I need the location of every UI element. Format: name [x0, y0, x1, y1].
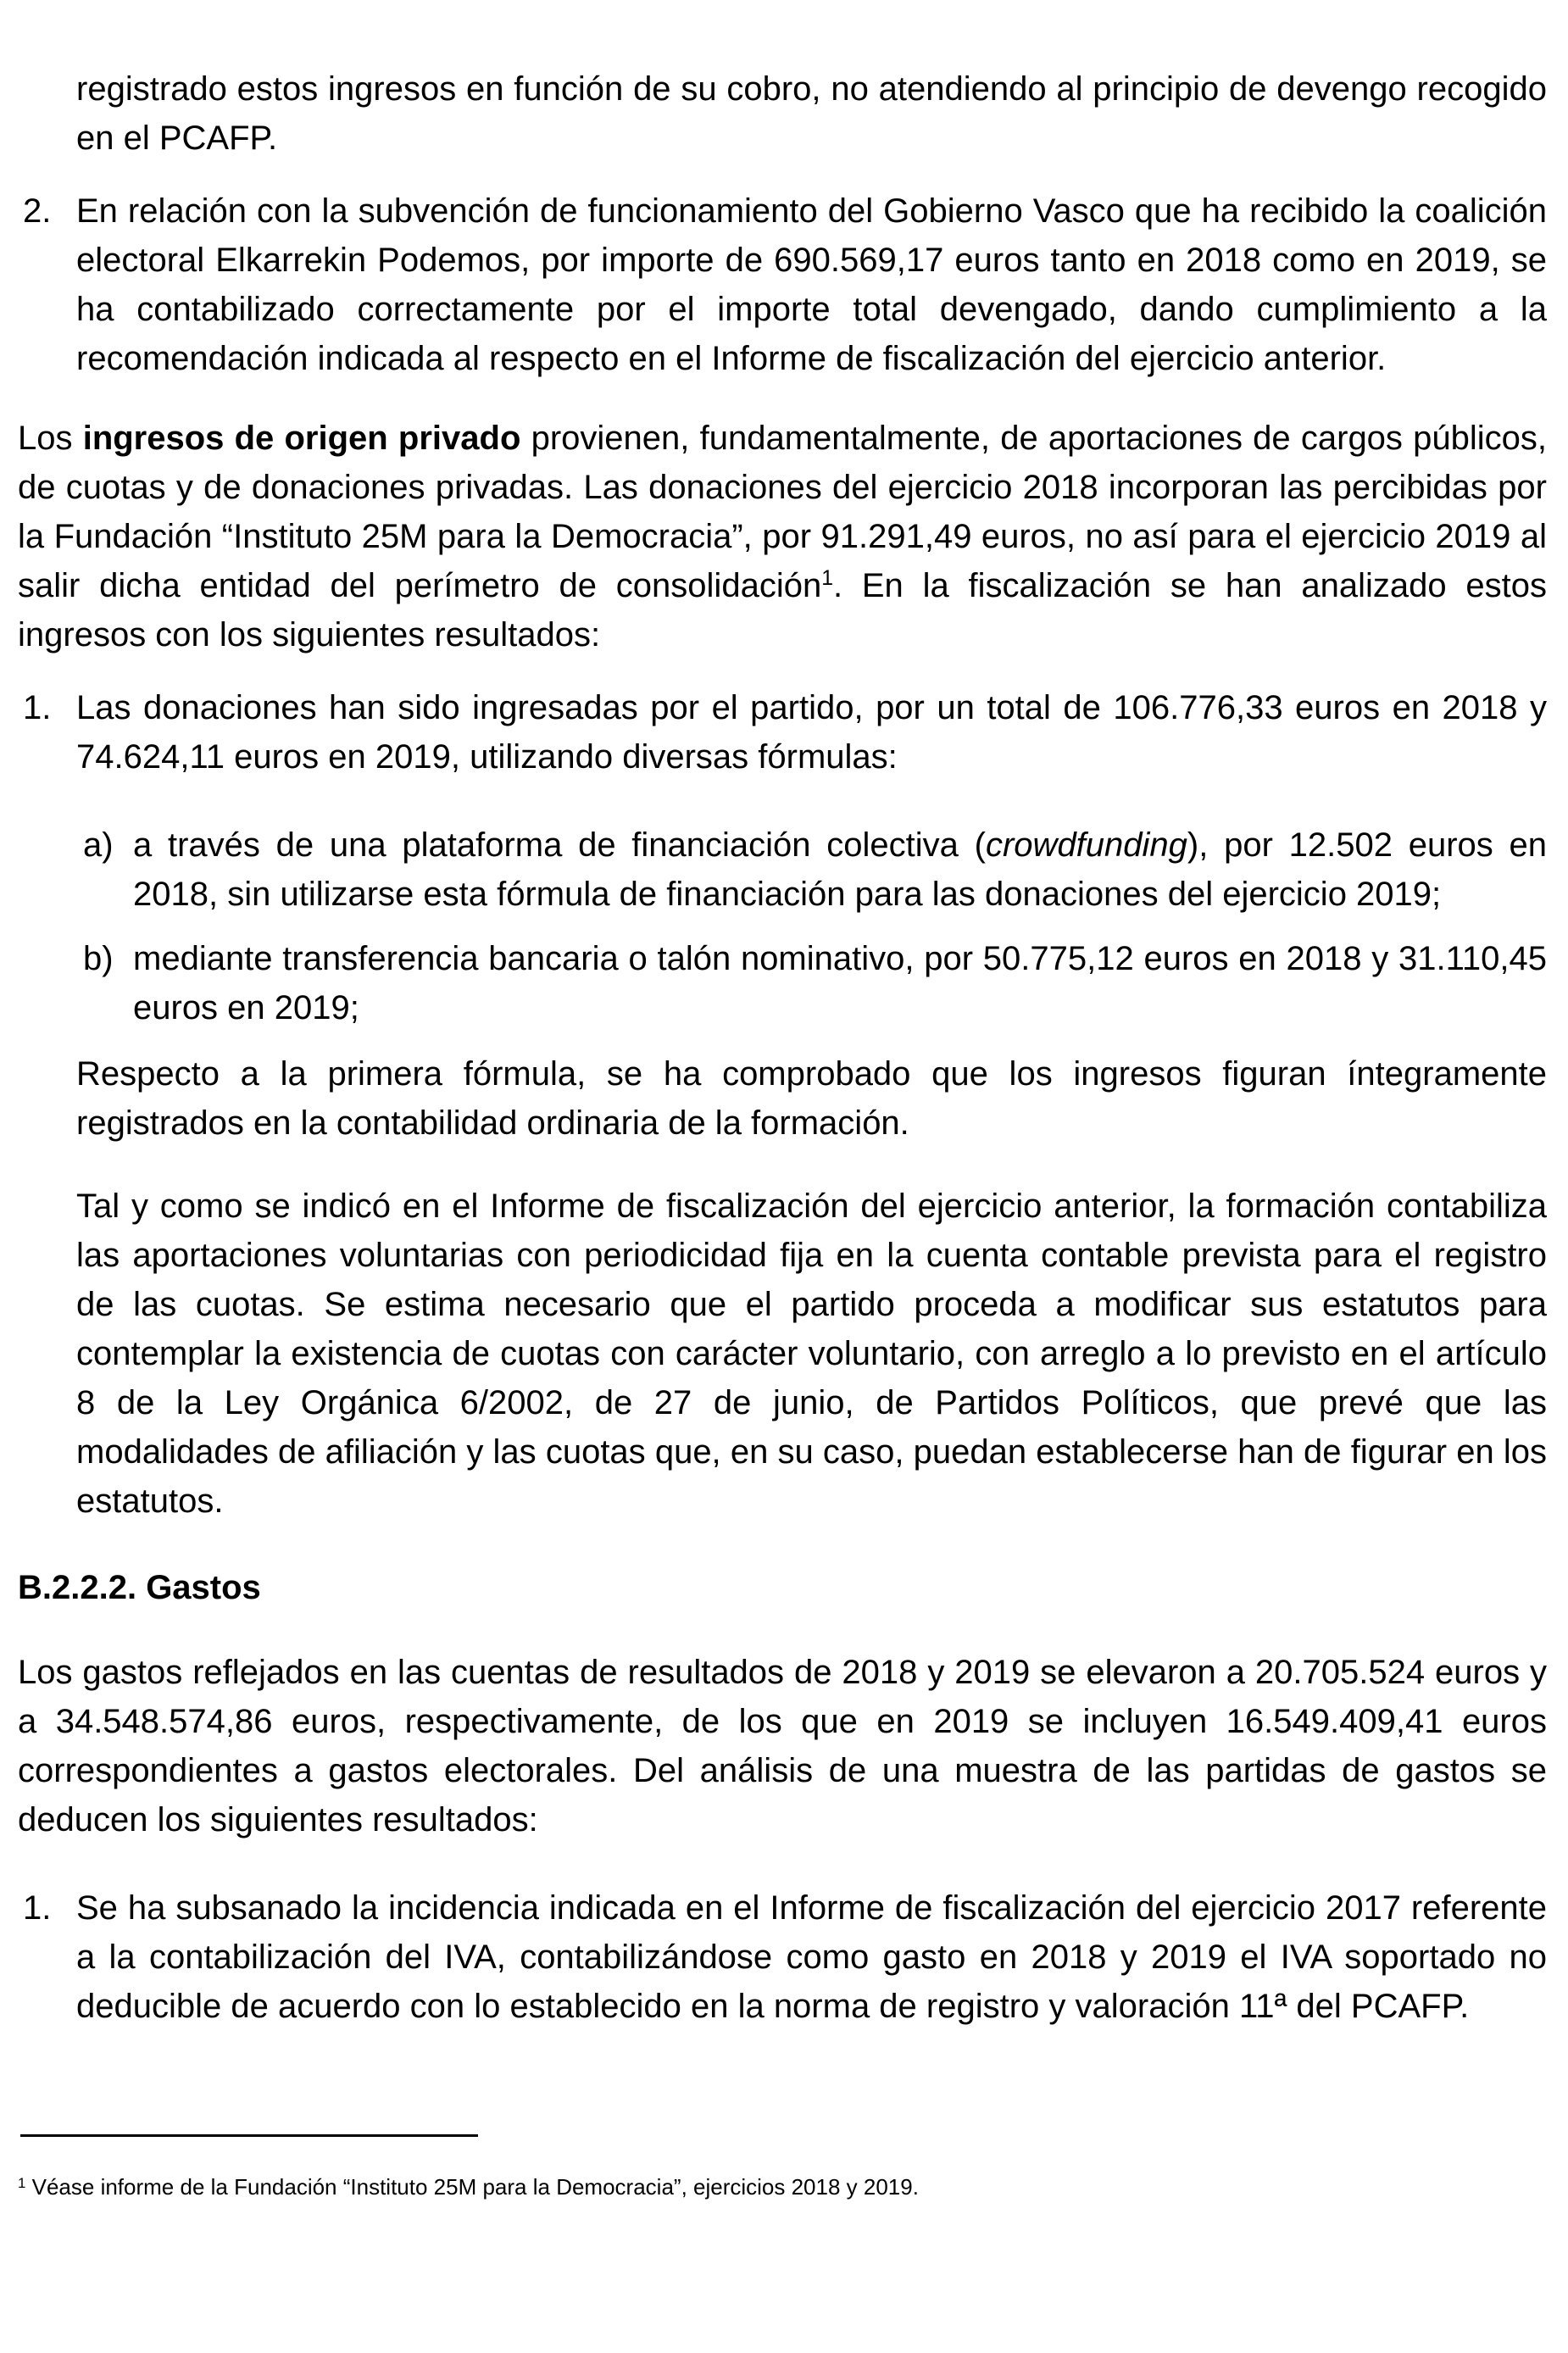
numbered-item-text: En relación con la subvención de funcionamiento del Gobierno Vasco que ha recibido la coalición electoral Elkarrekin Podemos, por importe de 690.569,17 euros tanto en 2018 como en 2019, se ha contabilizado correctamente por el importe total devengado, dando cumplimiento a la recomendación indicada al respecto en el Informe de fiscalización del ejercicio anterior.: [76, 192, 1547, 377]
numbered-item-1-donaciones: [18, 683, 1547, 782]
section-heading-gastos: B.2.2.2. Gastos: [18, 1569, 261, 1606]
paragraph-respecto-primera-formula: Respecto a la primera fórmula, se ha comprobado que los ingresos figuran íntegramente registrados en la contabilidad ordinaria de la formación.: [76, 1055, 1547, 1142]
list-number-marker: 2.: [23, 192, 52, 230]
numbered-item-1-iva: [18, 1883, 1547, 2031]
list-letter-marker: a): [83, 826, 114, 864]
numbered-item-text: Se ha subsanado la incidencia indicada en el Informe de fiscalización del ejercicio 2017 referente a la contabilización del IVA, contabilizándose como gasto en 2018 y 2019 el IVA soportado no deducible de acuerdo con lo establecido en la norma de registro y valoración 11ª del PCAFP.: [76, 1889, 1547, 2025]
paragraph-continuation-ingresos-cobro: registrado estos ingresos en función de su cobro, no atendiendo al principio de devengo recogido en el PCAFP.: [76, 70, 1547, 157]
paragraph-gastos-reflejados: Los gastos reflejados en las cuentas de resultados de 2018 y 2019 se elevaron a 20.705.524 euros y a 34.548.574,86 euros, respectivamente, de los que en 2019 se incluyen 16.549.409,41 euros correspondientes a gastos electorales. Del análisis de una muestra de las partidas de gastos se deducen los siguientes resultados:: [18, 1654, 1547, 1838]
paragraph-tal-y-como: Tal y como se indicó en el Informe de fiscalización del ejercicio anterior, la formación contabiliza las aportaciones voluntarias con periodicidad fija en la cuenta contable prevista para el registro de las cuotas. Se estima necesario que el partido proceda a modificar sus estatutos para contemplar la existencia de cuotas con carácter voluntario, con arreglo a lo previsto en el artículo 8 de la Ley Orgánica 6/2002, de 27 de junio, de Partidos Políticos, que prevé que las modalidades de afiliación y las cuotas que, en su caso, puedan establecerse han de figurar en los estatutos.: [76, 1188, 1547, 1520]
letter-item-text: mediante transferencia bancaria o talón nominativo, por 50.775,12 euros en 2018 y 31.110,45 euros en 2019;: [133, 940, 1547, 1026]
numbered-item-2-subvencion-gobierno-vasco: [18, 186, 1547, 383]
footnote-separator-rule: [20, 2134, 478, 2137]
paragraph-ingresos-origen-privado: Los ingresos de origen privado provienen, fundamentalmente, de aportaciones de cargos públicos, de cuotas y de donaciones privadas. Las donaciones del ejercicio 2018 incorporan las percibidas por la Fundación “Instituto 25M para la Democracia”, por 91.291,49 euros, no así para el ejercicio 2019 al salir dicha entidad del perímetro de consolidación$^1$. En la fiscalización se han analizado estos ingresos con los siguientes resultados:: [18, 420, 1548, 654]
letter-item-b-transferencia: [76, 934, 1547, 1032]
footnote-vease-informe: $^1$ Véase informe de la Fundación “Instituto 25M para la Democracia”, ejercicios 2018 y 2019.: [18, 2174, 919, 2200]
list-number-marker: 1.: [23, 689, 52, 726]
numbered-item-text: Las donaciones han sido ingresadas por el partido, por un total de 106.776,33 euros en 2018 y 74.624,11 euros en 2019, utilizando diversas fórmulas:: [76, 689, 1547, 776]
letter-item-a-crowdfunding: [76, 820, 1547, 919]
letter-item-text: a través de una plataforma de financiación colectiva (crowdfunding), por 12.502 euros en 2018, sin utilizarse esta fórmula de financiación para las donaciones del ejercicio 2019;: [133, 826, 1548, 913]
list-number-marker: 1.: [23, 1889, 52, 1927]
list-letter-marker: b): [83, 940, 114, 977]
